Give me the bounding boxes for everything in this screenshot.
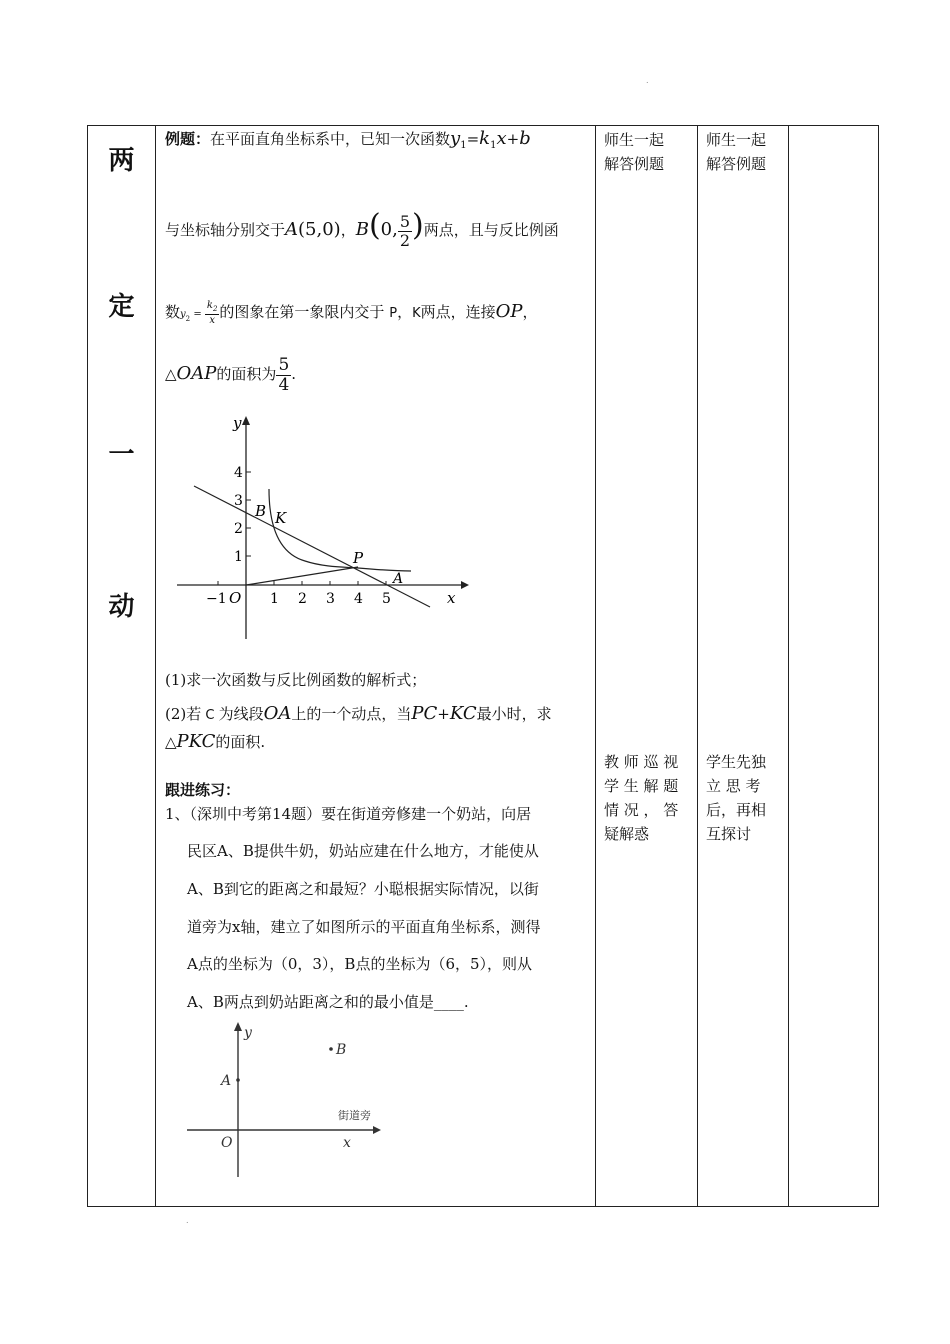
y-axis-arrow — [242, 416, 250, 425]
example-line-2: 与坐标轴分别交于A(5,0)，B(0, $\frac{5}{2}$ )两点，且与反比例函 — [165, 208, 559, 250]
question-text: 上的一个动点，当 — [291, 705, 412, 723]
point-label: A — [393, 571, 404, 587]
x-label: x — [447, 589, 456, 607]
example-line-3: 数$y_2$ = $\frac{k_2}{x}$ 的图象在第一象限内交于 P，K两点，连接OP， — [165, 299, 538, 326]
point-b-label: B — [336, 1042, 347, 1058]
x-tick: 2 — [298, 591, 307, 607]
side-title-char: 一 — [108, 440, 135, 470]
x-tick: 5 — [382, 591, 391, 607]
x-tick: 4 — [354, 591, 363, 607]
hyperbola-curve — [269, 489, 411, 571]
side-title-char: 两 — [108, 146, 135, 176]
practice-line: 民区A、B提供牛奶，奶站应建在什么地方，才能使从 — [187, 842, 539, 860]
lesson-table — [87, 125, 879, 1207]
example-text: 两点，且与反比例函 — [423, 221, 559, 239]
practice-line: A、B两点到奶站距离之和的最小值是____. — [187, 993, 469, 1011]
y-tick: 3 — [234, 493, 243, 509]
example-line-4: △OAP的面积为 $\frac{5}{4}$ . — [165, 354, 297, 395]
example-text: 在平面直角坐标系中，已知一次函数 — [210, 130, 451, 148]
question-text: 最小时，求 — [476, 705, 552, 723]
origin-label: O — [221, 1135, 233, 1151]
y-label: y — [233, 414, 242, 432]
x-axis-arrow — [461, 581, 469, 589]
x-tick: −1 — [206, 591, 227, 607]
practice-graph — [183, 1019, 393, 1179]
side-title-char: 动 — [108, 592, 135, 622]
teacher-note-bottom: 教 师 巡 视 学 生 解 题 情 况 ， 答 疑解惑 — [604, 753, 679, 843]
question-1: (1)求一次函数与反比例函数的解析式； — [165, 671, 427, 689]
practice-line: 1、（深圳中考第14题）要在街道旁修建一个奶站，向居 — [165, 805, 532, 823]
practice-label: 跟进练习： — [165, 781, 241, 799]
teacher-note-top: 师生一起 解答例题 — [604, 131, 665, 173]
practice-line: A点的坐标为（0，3），B点的坐标为（6，5），则从 — [187, 955, 533, 973]
page-dot: . — [646, 76, 649, 85]
example-text: 与坐标轴分别交于 — [165, 221, 286, 239]
example-graph — [171, 411, 471, 641]
y-label: y — [244, 1025, 252, 1041]
point-label: B — [255, 502, 267, 520]
example-text: 的图象在第一象限内交于 — [219, 303, 385, 321]
side-title-char: 定 — [108, 292, 135, 322]
student-note-top: 师生一起 解答例题 — [706, 131, 767, 173]
y-axis-arrow — [234, 1022, 242, 1031]
x-tick: 1 — [270, 591, 279, 607]
origin-label: O — [229, 589, 242, 607]
x-label: x — [343, 1135, 351, 1151]
practice-line: 道旁为x轴，建立了如图所示的平面直角坐标系，测得 — [187, 918, 541, 936]
point-label: P — [353, 549, 364, 567]
example-line-1: 例题：在平面直角坐标系中，已知一次函数$y_1=k_1x+b$ — [165, 128, 531, 151]
y-tick: 1 — [234, 549, 243, 565]
table-divider — [155, 126, 156, 1206]
table-divider — [788, 126, 789, 1206]
example-text: 的面积为 — [216, 365, 277, 383]
student-note-bottom: 学生先独 立 思 考 后，再相 互探讨 — [706, 753, 767, 843]
point-a-label: A — [221, 1073, 232, 1089]
question-2: (2)若 C 为线段OA上的一个动点，当PC+KC最小时，求 △PKC的面积. — [165, 703, 552, 752]
y-tick: 2 — [234, 521, 243, 537]
point-label: K — [275, 509, 287, 527]
table-divider — [697, 126, 698, 1206]
question-text: (2)若 — [165, 705, 202, 723]
x-axis-arrow — [373, 1126, 381, 1134]
point-a — [236, 1078, 240, 1082]
y-tick: 4 — [234, 465, 243, 481]
x-tick: 3 — [326, 591, 335, 607]
practice-line: A、B到它的距离之和最短？小聪根据实际情况，以街 — [187, 880, 539, 898]
table-divider — [595, 126, 596, 1206]
example-label: 例题： — [165, 130, 211, 148]
street-label: 街道旁 — [338, 1109, 371, 1122]
example-text: 数 — [165, 303, 181, 321]
example-text: 两点，连接 — [420, 303, 496, 321]
question-text: 的面积. — [215, 733, 266, 751]
point-b — [329, 1047, 333, 1051]
question-text: 为线段 — [218, 705, 264, 723]
page-dot: . — [186, 1216, 189, 1225]
